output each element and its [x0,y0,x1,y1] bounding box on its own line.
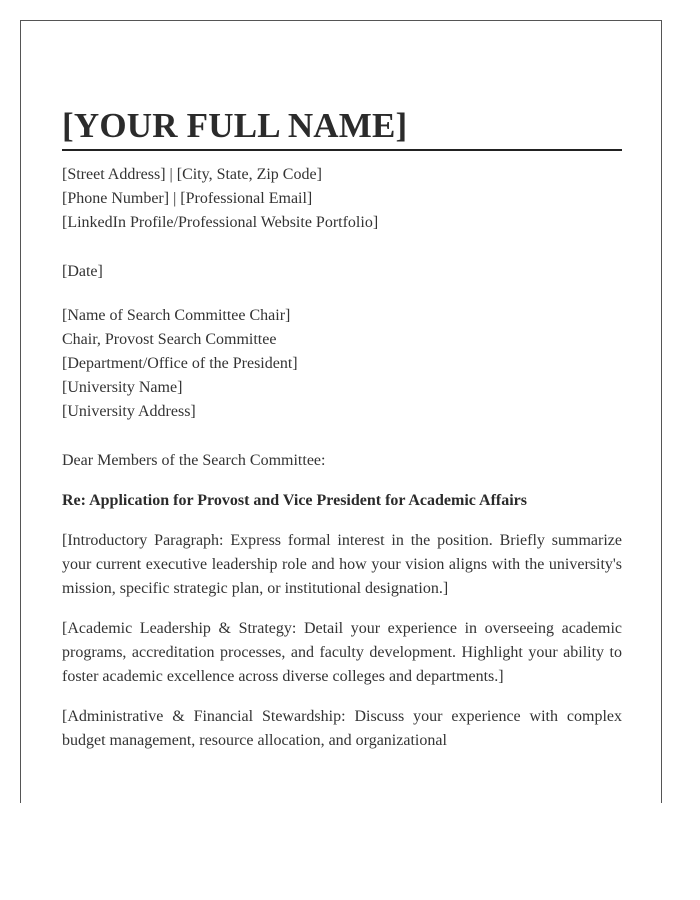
letter-content [62,107,622,769]
contact-block [62,163,622,235]
contact-linkedin: [LinkedIn Profile/Professional Website Portfolio] [62,214,379,231]
contact-address: [Street Address] | [City, State, Zip Code] [62,166,322,183]
recipient-block [62,304,622,424]
recipient-title: Chair, Provost Search Committee [62,331,277,348]
recipient-chair-name: [Name of Search Committee Chair] [62,307,291,324]
letter-date: [Date] [62,263,103,280]
recipient-department: [Department/Office of the President] [62,355,298,372]
applicant-name: [YOUR FULL NAME] [62,107,622,151]
paragraph-academic-leadership: [Academic Leadership & Strategy: Detail your experience in overseeing academic programs, accreditation processes, and faculty development. Highlight your ability to foster academic excellence across diverse colleges and departments.] [62,620,622,685]
paragraph-administrative-stewardship: [Administrative & Financial Stewardship: Discuss your experience with complex budget management, resource allocation, and organizational [62,708,622,749]
recipient-university: [University Name] [62,379,183,396]
document-page [20,20,662,803]
subject-line: Re: Application for Provost and Vice President for Academic Affairs [62,492,527,509]
salutation: Dear Members of the Search Committee: [62,452,326,469]
paragraph-introduction: [Introductory Paragraph: Express formal interest in the position. Briefly summarize your current executive leadership role and how your vision aligns with the university's mission, specific strategic plan, or institutional designation.] [62,532,622,597]
recipient-address: [University Address] [62,403,196,420]
contact-phone-email: [Phone Number] | [Professional Email] [62,190,313,207]
